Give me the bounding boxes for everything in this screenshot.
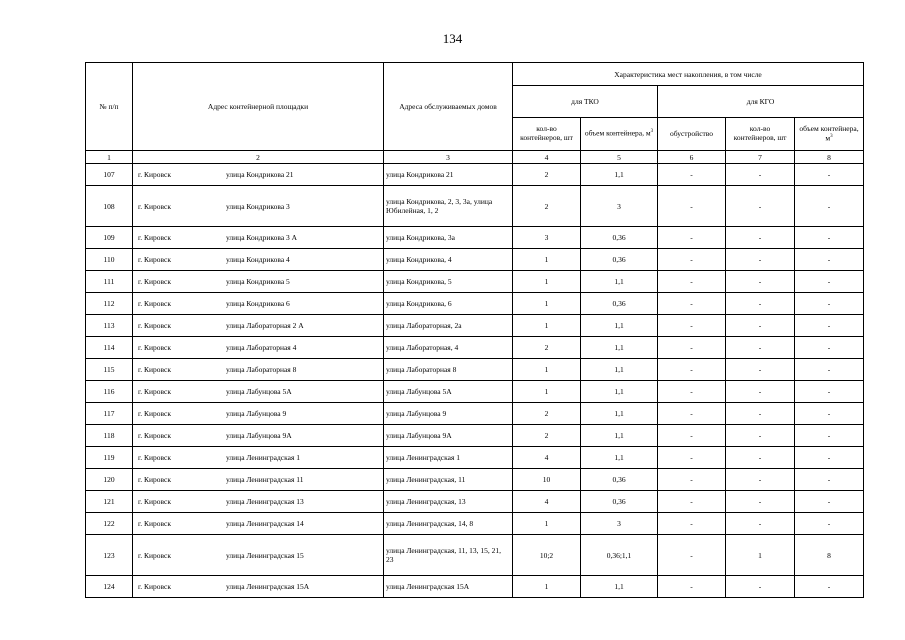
kgo-container-count: - [726, 403, 795, 425]
tko-container-volume: 1,1 [581, 359, 658, 381]
site-address [133, 447, 384, 469]
header-kgo: для КГО [658, 86, 864, 118]
kgo-arrangement: - [658, 425, 726, 447]
site-address [133, 576, 384, 598]
tko-container-count: 1 [513, 359, 581, 381]
tko-container-volume: 1,1 [581, 425, 658, 447]
site-address [133, 186, 384, 227]
tko-container-count: 2 [513, 425, 581, 447]
header-kgo-volume [795, 118, 864, 151]
site-city: г. Кировск [138, 170, 171, 179]
kgo-container-count: - [726, 337, 795, 359]
header-tko-volume [581, 118, 658, 151]
column-number: 4 [513, 151, 581, 164]
container-sites-table [85, 62, 864, 598]
tko-container-volume: 1,1 [581, 337, 658, 359]
header-tko-volume-label: объем контейнера, м [584, 128, 651, 138]
kgo-container-volume: - [795, 513, 864, 535]
tko-container-count: 1 [513, 513, 581, 535]
tko-container-volume: 0,36 [581, 293, 658, 315]
site-street: улица Лабораторная 4 [226, 343, 297, 352]
site-street: улица Кондрикова 21 [226, 170, 294, 179]
served-houses: улица Кондрикова, 2, 3, 3а, улица Юбилейная, 1, 2 [384, 186, 513, 227]
kgo-container-count: - [726, 381, 795, 403]
tko-container-count: 4 [513, 491, 581, 513]
kgo-arrangement: - [658, 576, 726, 598]
kgo-arrangement: - [658, 491, 726, 513]
kgo-container-count: - [726, 359, 795, 381]
served-houses: улица Ленинградская 1 [384, 447, 513, 469]
tko-container-volume: 3 [581, 513, 658, 535]
site-city: г. Кировск [138, 201, 171, 211]
tko-container-count: 10 [513, 469, 581, 491]
table-row [86, 337, 864, 359]
kgo-container-volume: - [795, 249, 864, 271]
tko-container-volume: 0,36 [581, 491, 658, 513]
site-address [133, 271, 384, 293]
site-address [133, 337, 384, 359]
site-street: улица Кондрикова 6 [226, 299, 290, 308]
site-street: улица Кондрикова 3 [226, 201, 290, 211]
table-row [86, 359, 864, 381]
served-houses: улица Лабораторная, 2а [384, 315, 513, 337]
served-houses: улица Кондрикова, 3а [384, 227, 513, 249]
kgo-container-count: - [726, 164, 795, 186]
kgo-container-volume: - [795, 271, 864, 293]
site-address [133, 491, 384, 513]
kgo-arrangement: - [658, 293, 726, 315]
kgo-container-volume: - [795, 381, 864, 403]
table-row [86, 491, 864, 513]
site-street: улица Лабунцова 5А [226, 387, 292, 396]
kgo-container-volume: - [795, 186, 864, 227]
kgo-container-volume: - [795, 337, 864, 359]
tko-container-count: 10;2 [513, 535, 581, 576]
header-characteristics: Характеристика мест накопления, в том числе [513, 63, 864, 86]
site-city: г. Кировск [138, 431, 171, 440]
site-address [133, 381, 384, 403]
tko-container-count: 3 [513, 227, 581, 249]
tko-container-count: 1 [513, 315, 581, 337]
row-number: 110 [86, 249, 133, 271]
site-street: улица Лабунцова 9А [226, 431, 292, 440]
kgo-container-count: - [726, 293, 795, 315]
served-houses: улица Кондрикова, 6 [384, 293, 513, 315]
table-row [86, 535, 864, 576]
site-street: улица Ленинградская 14 [226, 519, 304, 528]
site-street: улица Ленинградская 15А [226, 582, 310, 591]
site-address [133, 359, 384, 381]
site-city: г. Кировск [138, 409, 171, 418]
row-number: 124 [86, 576, 133, 598]
site-address [133, 403, 384, 425]
column-number: 1 [86, 151, 133, 164]
tko-container-count: 1 [513, 271, 581, 293]
site-city: г. Кировск [138, 387, 171, 396]
site-address [133, 164, 384, 186]
site-address [133, 469, 384, 491]
header-address: Адрес контейнерной площадки [133, 63, 384, 151]
kgo-arrangement: - [658, 359, 726, 381]
kgo-container-count: - [726, 425, 795, 447]
row-number: 116 [86, 381, 133, 403]
site-city: г. Кировск [138, 453, 171, 462]
tko-container-volume: 0,36 [581, 469, 658, 491]
site-street: улица Ленинградская 1 [226, 453, 301, 462]
kgo-arrangement: - [658, 381, 726, 403]
tko-container-count: 2 [513, 337, 581, 359]
header-kgo-count: кол-во контейнеров, шт [726, 118, 795, 151]
tko-container-count: 1 [513, 249, 581, 271]
tko-container-count: 4 [513, 447, 581, 469]
row-number: 107 [86, 164, 133, 186]
tko-container-count: 1 [513, 576, 581, 598]
kgo-container-count: - [726, 271, 795, 293]
table-row [86, 315, 864, 337]
kgo-arrangement: - [658, 403, 726, 425]
header-tko-count: кол-во контейнеров, шт [513, 118, 581, 151]
served-houses: улица Ленинградская, 14, 8 [384, 513, 513, 535]
table-row [86, 469, 864, 491]
site-address [133, 315, 384, 337]
cube-superscript: 3 [650, 129, 654, 135]
site-street: улица Кондрикова 5 [226, 277, 290, 286]
kgo-container-count: - [726, 513, 795, 535]
column-number: 7 [726, 151, 795, 164]
header-kgo-volume-label: объем контейнера, м [799, 124, 859, 143]
tko-container-volume: 0,36 [581, 249, 658, 271]
row-number: 117 [86, 403, 133, 425]
kgo-arrangement: - [658, 164, 726, 186]
kgo-container-volume: - [795, 359, 864, 381]
tko-container-count: 2 [513, 403, 581, 425]
site-city: г. Кировск [138, 497, 171, 506]
header-num: № п/п [86, 63, 133, 151]
tko-container-volume: 1,1 [581, 164, 658, 186]
site-city: г. Кировск [138, 519, 171, 528]
served-houses: улица Лабунцова 9 [384, 403, 513, 425]
header-kgo-arrangement: обустройство [658, 118, 726, 151]
kgo-container-volume: - [795, 293, 864, 315]
row-number: 112 [86, 293, 133, 315]
site-city: г. Кировск [138, 365, 171, 374]
table-row [86, 447, 864, 469]
kgo-container-volume: - [795, 403, 864, 425]
served-houses: улица Ленинградская 15А [384, 576, 513, 598]
kgo-arrangement: - [658, 227, 726, 249]
kgo-arrangement: - [658, 186, 726, 227]
column-number-row [86, 151, 864, 164]
kgo-container-count: 1 [726, 535, 795, 576]
kgo-arrangement: - [658, 535, 726, 576]
site-city: г. Кировск [138, 233, 171, 242]
kgo-arrangement: - [658, 315, 726, 337]
row-number: 109 [86, 227, 133, 249]
site-city: г. Кировск [138, 321, 171, 330]
column-number: 3 [384, 151, 513, 164]
kgo-container-volume: 8 [795, 535, 864, 576]
served-houses: улица Кондрикова, 5 [384, 271, 513, 293]
served-houses: улица Ленинградская, 13 [384, 491, 513, 513]
served-houses: улица Ленинградская, 11 [384, 469, 513, 491]
kgo-container-count: - [726, 186, 795, 227]
table-row [86, 271, 864, 293]
row-number: 113 [86, 315, 133, 337]
table-row [86, 513, 864, 535]
table-row [86, 227, 864, 249]
row-number: 119 [86, 447, 133, 469]
kgo-container-volume: - [795, 315, 864, 337]
table-row [86, 164, 864, 186]
kgo-arrangement: - [658, 447, 726, 469]
row-number: 118 [86, 425, 133, 447]
kgo-arrangement: - [658, 337, 726, 359]
site-street: улица Ленинградская 15 [226, 550, 304, 560]
kgo-container-count: - [726, 315, 795, 337]
kgo-container-count: - [726, 469, 795, 491]
table-row [86, 249, 864, 271]
row-number: 114 [86, 337, 133, 359]
row-number: 115 [86, 359, 133, 381]
tko-container-volume: 1,1 [581, 576, 658, 598]
site-city: г. Кировск [138, 255, 171, 264]
tko-container-count: 1 [513, 293, 581, 315]
kgo-container-count: - [726, 227, 795, 249]
header-tko: для ТКО [513, 86, 658, 118]
tko-container-volume: 0,36;1,1 [581, 535, 658, 576]
table-header [86, 63, 864, 164]
kgo-arrangement: - [658, 513, 726, 535]
row-number: 123 [86, 535, 133, 576]
kgo-arrangement: - [658, 469, 726, 491]
column-number: 2 [133, 151, 384, 164]
table-row [86, 403, 864, 425]
header-houses: Адреса обслуживаемых домов [384, 63, 513, 151]
site-street: улица Ленинградская 13 [226, 497, 304, 506]
kgo-container-count: - [726, 491, 795, 513]
site-city: г. Кировск [138, 582, 171, 591]
tko-container-count: 1 [513, 381, 581, 403]
column-number: 6 [658, 151, 726, 164]
served-houses: улица Лабораторная 8 [384, 359, 513, 381]
kgo-container-volume: - [795, 425, 864, 447]
site-city: г. Кировск [138, 550, 171, 560]
kgo-container-volume: - [795, 576, 864, 598]
table-row [86, 576, 864, 598]
table-body [86, 164, 864, 598]
served-houses: улица Ленинградская, 11, 13, 15, 21, 23 [384, 535, 513, 576]
row-number: 121 [86, 491, 133, 513]
tko-container-volume: 1,1 [581, 447, 658, 469]
tko-container-volume: 1,1 [581, 271, 658, 293]
tko-container-volume: 1,1 [581, 403, 658, 425]
site-address [133, 513, 384, 535]
tko-container-volume: 3 [581, 186, 658, 227]
kgo-container-volume: - [795, 469, 864, 491]
kgo-arrangement: - [658, 271, 726, 293]
site-address [133, 293, 384, 315]
site-street: улица Ленинградская 11 [226, 475, 304, 484]
tko-container-volume: 1,1 [581, 381, 658, 403]
row-number: 108 [86, 186, 133, 227]
row-number: 120 [86, 469, 133, 491]
tko-container-count: 2 [513, 164, 581, 186]
served-houses: улица Лабораторная, 4 [384, 337, 513, 359]
table-row [86, 381, 864, 403]
site-street: улица Лабунцова 9 [226, 409, 287, 418]
page-number: 134 [442, 31, 463, 46]
site-city: г. Кировск [138, 343, 171, 352]
tko-container-volume: 1,1 [581, 315, 658, 337]
row-number: 111 [86, 271, 133, 293]
kgo-container-volume: - [795, 447, 864, 469]
kgo-container-count: - [726, 576, 795, 598]
column-number: 5 [581, 151, 658, 164]
kgo-container-count: - [726, 249, 795, 271]
served-houses: улица Кондрикова 21 [384, 164, 513, 186]
kgo-arrangement: - [658, 249, 726, 271]
kgo-container-volume: - [795, 491, 864, 513]
site-street: улица Лабораторная 8 [226, 365, 297, 374]
served-houses: улица Лабунцова 9А [384, 425, 513, 447]
site-street: улица Кондрикова 4 [226, 255, 290, 264]
site-city: г. Кировск [138, 475, 171, 484]
site-city: г. Кировск [138, 277, 171, 286]
site-city: г. Кировск [138, 299, 171, 308]
site-address [133, 535, 384, 576]
kgo-container-volume: - [795, 227, 864, 249]
kgo-container-count: - [726, 447, 795, 469]
tko-container-volume: 0,36 [581, 227, 658, 249]
served-houses: улица Лабунцова 5А [384, 381, 513, 403]
table-row [86, 425, 864, 447]
table-row [86, 186, 864, 227]
site-street: улица Кондрикова 3 А [226, 233, 298, 242]
tko-container-count: 2 [513, 186, 581, 227]
cube-superscript: 3 [830, 133, 833, 139]
site-address [133, 249, 384, 271]
column-number: 8 [795, 151, 864, 164]
table-row [86, 293, 864, 315]
site-street: улица Лабораторная 2 А [226, 321, 304, 330]
site-address [133, 425, 384, 447]
row-number: 122 [86, 513, 133, 535]
served-houses: улица Кондрикова, 4 [384, 249, 513, 271]
site-address [133, 227, 384, 249]
kgo-container-volume: - [795, 164, 864, 186]
